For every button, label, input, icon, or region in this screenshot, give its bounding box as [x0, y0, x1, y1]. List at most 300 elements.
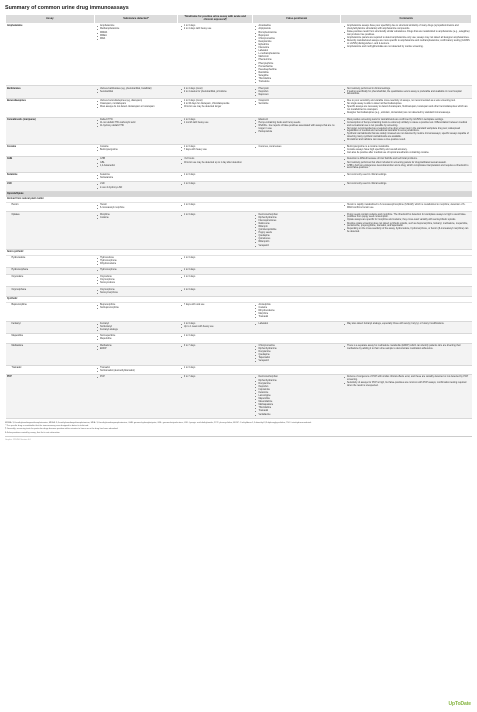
list-item: Dihydrocodeine: [99, 263, 177, 266]
list-item: Methamphetamine: [99, 28, 177, 31]
list-item: Detection is difficult because of brief half-life and technical problems.: [345, 158, 470, 161]
graphic-version: Graphic 123456 Version 4.0: [5, 438, 31, 441]
list-item: Rifampin: [257, 226, 340, 229]
column-header-timeframe: Timeframe for positive urine assay with acute and chronic exposure¶: [178, 15, 253, 24]
footer-divider: [5, 436, 472, 437]
bullet-list: [179, 257, 251, 260]
list-item: 11-nor-delta9-THC-carboxylic acid: [99, 122, 177, 125]
cell-substance: [94, 24, 178, 86]
bullet-list: [254, 88, 340, 97]
uptodate-logo: UpToDate: [448, 701, 471, 707]
list-item: Amphetamine assays have poor specificity due to structural similarity of many drugs (sympathomimetics and phenylethylamine stimulants) with amphetamine compounds.: [345, 25, 470, 31]
list-item: Noroxymorphone: [99, 292, 177, 295]
table-row: [6, 255, 472, 268]
list-item: 2-oxo-3-hydroxy-LSD: [99, 187, 177, 190]
list-item: GHB: [99, 158, 177, 161]
list-item: Hydromorphone: [99, 260, 177, 263]
cell-false-pos: [252, 172, 341, 182]
cell-substance: [94, 365, 178, 375]
list-item: Pantoprazole: [257, 131, 340, 134]
cell-false-pos: [252, 365, 341, 375]
list-item: Heroin: [99, 204, 177, 207]
list-item: Rifampicin: [257, 241, 340, 244]
cell-comments: [341, 144, 472, 157]
list-item: Buprenorphine: [99, 304, 177, 307]
list-item: Naltrexone: [257, 223, 340, 226]
list-item: Cocaine assays have high specificity and overall accuracy.: [345, 149, 470, 152]
list-item: Oxycodone: [99, 276, 177, 279]
list-item: 1 to 3 days: [182, 183, 251, 186]
list-item: Dextromethorphan: [257, 376, 340, 379]
list-item: Norketamine: [99, 177, 177, 180]
list-item: Recently manufactured assays are more specific to amphetamine and methamphetamine; confirmatory testing (GC/MS or LC/MS) distinguishes l- and d-isomers.: [346, 40, 470, 45]
bullet-list: [96, 174, 177, 180]
list-item: If testing specifically for phenobarbital, the quantitative serum assay is preferable and available in most hospital laboratories.: [345, 91, 470, 97]
list-item: NSAIDs - few reports of false-positives associated with assays that are no longer in use: [257, 125, 340, 131]
cell-comments: [341, 24, 472, 86]
cell-false-pos: [252, 86, 341, 99]
bullet-list: [342, 204, 470, 210]
list-item: Meperidine: [99, 338, 177, 341]
bullet-list: [96, 345, 177, 351]
bullet-list: [96, 146, 177, 152]
list-item: 1 to 3 days: [182, 269, 251, 272]
cell-timeframe: [178, 302, 253, 321]
table-row: [6, 24, 472, 86]
cell-substance: [94, 321, 178, 334]
bullet-list: [96, 289, 177, 295]
list-item: Most positive screening tests for cannabinoids are confirmed by GC/MS in workplace settings.: [345, 119, 470, 122]
bullet-list: [342, 323, 470, 326]
list-item: 11-hydroxy-delta9-THC: [99, 125, 177, 128]
assay-name: Cannabinoids (marijuana): [6, 117, 95, 144]
bullet-list: [179, 276, 251, 279]
cell-timeframe: [178, 86, 253, 99]
cell-false-pos: [252, 255, 341, 268]
table-row: [6, 144, 472, 157]
bullet-list: [179, 367, 251, 370]
cell-comments: [341, 334, 472, 344]
list-item: Thioridazine: [257, 407, 340, 410]
bullet-list: [342, 183, 470, 186]
list-item: Various benzodiazepines (eg, diazepam): [99, 100, 177, 103]
bullet-list: [96, 183, 177, 189]
bullet-list: [179, 146, 251, 152]
list-item: 7 days with heavy use: [182, 149, 251, 152]
list-item: Fluoxetine: [257, 47, 340, 50]
cell-comments: [341, 172, 472, 182]
list-item: LSD: [99, 183, 177, 186]
table-body: [6, 24, 472, 419]
list-item: Sertraline: [257, 103, 340, 106]
cell-substance: [94, 144, 178, 157]
assay-name: GHB: [6, 157, 95, 172]
bullet-list: [179, 289, 251, 292]
list-item: Can also be positive after medical use of topical anesthetics containing cocaine.: [345, 152, 470, 155]
bullet-list: [179, 335, 251, 338]
list-item: Venlafaxine: [257, 414, 340, 417]
cell-timeframe: [178, 274, 253, 287]
table-row: [6, 343, 472, 365]
column-header-comments: Comments: [341, 15, 472, 24]
list-item: Morphine: [99, 214, 177, 217]
cell-timeframe: [178, 375, 253, 419]
cell-false-pos: [252, 375, 341, 419]
list-item: Dextromethorphan: [257, 214, 340, 217]
bullet-list: [179, 183, 251, 186]
list-item: Norbuprenorphine: [99, 307, 177, 310]
cell-substance: [94, 182, 178, 192]
list-item: Amphetamine panels are required to detect amphetamine-only use; assays may not detect all designer amphetamines.: [346, 37, 470, 40]
list-item: Ranitidine: [257, 72, 340, 75]
list-item: Heroin is rapidly metabolized to 6-monoacetylmorphine (6-MAM), which is metabolized to morphine; detection of 6-MAM confirms heroin use.: [345, 204, 470, 210]
list-item: GBL: [99, 162, 177, 165]
bullet-list: [96, 304, 177, 310]
bullet-list: [342, 146, 470, 155]
assay-name: Buprenorphine: [6, 302, 95, 321]
cell-false-pos: [252, 334, 341, 344]
list-item: Metformin: [257, 56, 340, 59]
table-row: [6, 321, 472, 334]
list-item: Promethazine: [257, 66, 340, 69]
list-item: Bupropion: [257, 35, 340, 38]
bullet-list: [96, 276, 177, 285]
list-item: MDEA: [99, 35, 177, 38]
list-item: 1 to 3 days (most): [182, 100, 251, 103]
list-item: MDMA: [99, 32, 177, 35]
list-item: 2 to 4 days with heavy use: [182, 28, 251, 31]
table-row: [6, 212, 472, 249]
list-item: Tapentadol: [257, 357, 340, 360]
cell-timeframe: [178, 99, 253, 118]
list-item: 1 to 3 days: [182, 204, 251, 207]
bullet-list: [342, 345, 470, 351]
list-item: PCP: [99, 376, 177, 379]
list-item: Morphine: [257, 313, 340, 316]
list-item: Chronic use may be detected up to 1 day after detection: [182, 162, 251, 165]
page-title: Summary of common urine drug immunoassays: [5, 5, 129, 11]
list-item: Trazodone: [257, 81, 340, 84]
cell-comments: [341, 287, 472, 297]
list-item: 1 to 3 days: [182, 257, 251, 260]
list-item: Tramadol: [257, 316, 340, 319]
list-item: Phenylephrine: [257, 63, 340, 66]
list-item: <12 hours: [182, 158, 251, 161]
list-item: Fluoroquinolones: [257, 220, 340, 223]
bullet-list: [254, 119, 340, 134]
list-item: 2 to 4 weeks for phenobarbital, primidone: [182, 91, 251, 94]
cell-false-pos: [252, 182, 341, 192]
cell-false-pos: [252, 117, 341, 144]
cell-comments: [341, 212, 472, 249]
list-item: 1 to 3 days: [182, 146, 251, 149]
list-item: Oxaprozin: [257, 100, 340, 103]
bullet-list: [96, 119, 177, 128]
footnotes: [5, 422, 472, 434]
section-label: Opioids/Opiate: [6, 191, 472, 196]
assay-name: Hydrocodone: [6, 255, 95, 268]
assay-name: Hydromorphone: [6, 268, 95, 274]
cell-timeframe: [178, 365, 253, 375]
assay-name: PCP: [6, 375, 95, 419]
list-item: Pseudoephedrine: [257, 69, 340, 72]
bullet-list: [254, 214, 340, 248]
list-item: EDDP: [99, 348, 177, 351]
list-item: Brompheniramine: [257, 32, 340, 35]
cell-false-pos: [252, 287, 341, 297]
list-item: Opiate assays are specific for morphine and codeine; they cross-react variably with semisynthetic opioids.: [345, 219, 470, 222]
footnote: ¶ Generally, screening tests for particular drugs become positive within minutes to hours once the drug has been absorbed.: [5, 428, 119, 431]
list-item: 1 to 3 days: [182, 119, 251, 122]
cell-timeframe: [178, 172, 253, 182]
list-item: Fentanyl analogs: [99, 329, 177, 332]
list-item: Imipramine: [257, 389, 340, 392]
list-item: Dronabinol and nabilone can cause a true-positive result.: [345, 139, 470, 142]
cell-false-pos: [252, 144, 341, 157]
bullet-list: [342, 88, 470, 97]
list-item: Not commonly used in clinical settings.: [345, 174, 470, 177]
list-item: 1 to 3 days: [182, 276, 251, 279]
bullet-list: [96, 376, 177, 379]
list-item: 1 to 3 days: [182, 25, 251, 28]
list-item: Aripiprazole: [257, 28, 340, 31]
cell-timeframe: [178, 343, 253, 365]
cell-false-pos: [252, 321, 341, 334]
list-item: Noroxycodone: [99, 282, 177, 285]
table-row: [6, 86, 472, 99]
list-item: Labetalol: [257, 323, 340, 326]
footnote: * The specific drug or metabolite that the immunoassay was designed to detect is italicized.: [5, 425, 89, 428]
list-item: Depending on the cross-reactivity of the assay, hydrocodone, hydromorphone, or heroin (6-monoacetyl morphine) can be detected.: [346, 228, 469, 234]
footnote: Δ False-positives varied by assay; that list is not exhaustive.: [5, 431, 61, 434]
bullet-list: [179, 323, 251, 329]
cell-substance: [94, 343, 178, 365]
list-item: Ibuprofen: [257, 386, 340, 389]
cell-timeframe: [178, 144, 253, 157]
list-item: Ephedrine: [257, 44, 340, 47]
list-item: Fentanyl: [99, 323, 177, 326]
list-item: Methadone: [99, 345, 177, 348]
list-item: 1 to 3 days: [182, 174, 251, 177]
list-item: Secobarbital: [99, 91, 177, 94]
bullet-list: [342, 25, 470, 48]
cell-comments: [341, 182, 472, 192]
assay-name: Opiates: [6, 212, 95, 249]
list-item: Codeine: [99, 217, 177, 220]
assay-name: Fentanyl: [6, 321, 95, 334]
cell-false-pos: [252, 212, 341, 249]
cell-comments: [341, 321, 472, 334]
list-item: Not commonly used in clinical settings.: [345, 183, 470, 186]
bullet-list: [96, 367, 177, 373]
bullet-list: [179, 269, 251, 272]
list-item: Due to poor sensitivity and variable cross-reactivity of assays, not recommended as a sole screening tool.: [345, 100, 470, 103]
bullet-list: [342, 376, 470, 387]
bullet-list: [342, 119, 470, 142]
list-item: Poppy seeds: [257, 232, 340, 235]
list-item: False-positives result from structurally similar substances. Drugs that are metabolized to amphetamine (e.g., selegiline) can produce true positives.: [346, 31, 470, 36]
bullet-list: [254, 146, 340, 149]
list-item: May also detect fentanyl analogs, especially those with acetyl, butyryl, or furanyl modifications.: [345, 323, 470, 326]
cell-timeframe: [178, 334, 253, 344]
bullet-list: [254, 25, 340, 83]
cell-substance: [94, 172, 178, 182]
list-item: There is a separate assay for methadone metabolite (EDDP) which can identify patients who are diverting their methadone by adding it to their urine sample to demonstrate medication adherence.: [345, 345, 470, 351]
table-header-row: [6, 15, 472, 24]
list-item: Diphenhydramine: [257, 348, 340, 351]
cell-comments: [341, 255, 472, 268]
bullet-list: [179, 304, 251, 307]
bullet-list: [179, 100, 251, 109]
cell-false-pos: [252, 202, 341, 212]
table-row: [6, 375, 472, 419]
list-item: 1 to 3 days: [182, 214, 251, 217]
list-item: Up to 1 week with heavy use: [182, 326, 251, 329]
list-item: Quinolones: [257, 238, 340, 241]
cell-false-pos: [252, 157, 341, 172]
cell-substance: [94, 157, 178, 172]
assay-name: LSD: [6, 182, 95, 192]
list-item: Amantadine: [257, 25, 340, 28]
list-item: Hemp-containing foods and hemp seeds: [257, 122, 340, 125]
list-item: Norfentanyl: [99, 326, 177, 329]
bullet-list: [96, 214, 177, 220]
list-item: Delta-9 THC: [99, 119, 177, 122]
cell-comments: [341, 157, 472, 172]
list-item: Hydrocodone: [99, 257, 177, 260]
bullet-list: [96, 158, 177, 167]
cell-substance: [94, 274, 178, 287]
list-item: 6-monoacetyl morphine: [99, 207, 177, 210]
bullet-list: [254, 376, 340, 416]
list-item: Diphenhydramine: [257, 217, 340, 220]
bullet-list: [342, 174, 470, 177]
cell-false-pos: [252, 343, 341, 365]
list-item: Chronic use may be detected longer: [182, 106, 251, 109]
cell-substance: [94, 302, 178, 321]
table-row: [6, 287, 472, 297]
list-item: Various barbiturates (eg, phenobarbital, butalbital): [99, 88, 177, 91]
assay-name: Oxycodone: [6, 274, 95, 287]
list-item: Quinine/quinidine: [257, 229, 340, 232]
bullet-list: [96, 204, 177, 210]
cell-comments: [341, 99, 472, 118]
list-item: Consumption of hemp-containing foods is extremely unlikely to cause a positive test. Differentiation between medical and recreational use is not possible by screening.: [345, 122, 470, 128]
list-item: No single assay is able to detect all benzodiazepines.: [345, 103, 470, 106]
cell-comments: [341, 365, 472, 375]
list-item: 1 month with heavy use: [182, 122, 251, 125]
list-item: Doxylamine: [257, 351, 340, 354]
assay-name: Cocaine: [6, 144, 95, 157]
cell-timeframe: [178, 321, 253, 334]
list-item: Cocaine: [99, 146, 177, 149]
bullet-list: [179, 25, 251, 31]
table-row: [6, 302, 472, 321]
cell-substance: [94, 287, 178, 297]
list-item: Naproxen: [257, 94, 340, 97]
list-item: Doxylamine: [257, 383, 340, 386]
list-item: MDA: [99, 38, 177, 41]
bullet-list: [96, 335, 177, 341]
list-item: Benzoylecgonine is a cocaine metabolite.: [345, 146, 470, 149]
subsection-label: Semi-synthetic: [6, 249, 472, 255]
list-item: Labetalol: [257, 50, 340, 53]
bullet-list: [96, 25, 177, 40]
bullet-list: [179, 376, 251, 379]
cell-timeframe: [178, 255, 253, 268]
list-item: Hydromorphone: [99, 269, 177, 272]
list-item: Efavirenz: [257, 119, 340, 122]
bullet-list: [179, 204, 251, 207]
assay-name: Benzodiazepines: [6, 99, 95, 118]
list-item: Codeine: [257, 307, 340, 310]
list-item: Dozens of congeners of PCP with similar clinical effects exist, and these are variably detected or not detected by PCP screening.: [346, 376, 469, 382]
list-item: Coca tea, coca leaves: [257, 146, 340, 149]
list-item: Quetiapine: [257, 354, 340, 357]
table-row: [6, 334, 472, 344]
cell-substance: [94, 255, 178, 268]
footnote: MDMA: 3,4-methylenedioxymethamphetamine; MDEA: 3,4-methylenedioxyethamphetamine; MDA: 3,4-methylenedioxyamphetamine; GHB: gamma-hydroxybutyrate; GBL: gamma-butyrolactone; LSD: lysergic acid diethylamide; PCP: phencyclidine; EDDP: 2-ethylidene-1,5-dimethyl-3,3-diphenylpyrrolidine; THC: tetrahydrocannabinol.: [5, 421, 312, 424]
cell-false-pos: [252, 302, 341, 321]
cell-comments: [341, 117, 472, 144]
bullet-list: [96, 323, 177, 332]
list-item: Synthetic cannabinoids that are widely misused are not detected by routine immunoassays; specific assays capable of detecting many synthetic cannabinoids are available.: [346, 133, 469, 139]
bullet-list: [342, 158, 470, 170]
list-item: Normeperidine: [99, 335, 177, 338]
cell-comments: [341, 375, 472, 419]
cell-substance: [94, 99, 178, 118]
list-item: Mesoridazine: [257, 401, 340, 404]
cell-comments: [341, 343, 472, 365]
bullet-list: [254, 100, 340, 106]
list-item: Quetiapine: [257, 235, 340, 238]
list-item: No longer recommended as a required urine drug screen test in the standard workplace drug test; widespread legalization of medical and recreational cannabis in some jurisdictions.: [345, 128, 470, 134]
cell-substance: [94, 334, 178, 344]
table-row: [6, 365, 472, 375]
list-item: Most assays do not detect clonazepam or lorazepam: [99, 106, 177, 109]
cell-comments: [341, 202, 472, 212]
list-item: Phenytoin: [257, 88, 340, 91]
list-item: Chlorpromazine: [257, 38, 340, 41]
list-item: Phentermine: [257, 59, 340, 62]
list-item: Verapamil: [257, 245, 340, 248]
list-item: Tramadol: [257, 410, 340, 413]
cell-substance: [94, 117, 178, 144]
list-item: Chlorpromazine: [257, 345, 340, 348]
bullet-list: [96, 88, 177, 94]
cell-timeframe: [178, 24, 253, 86]
list-item: Oxazepam, nordiazepam: [99, 103, 177, 106]
assay-name: Barbiturates: [6, 86, 95, 99]
bullet-list: [179, 88, 251, 94]
list-item: 2 to 30 days for diazepam, chlordiazepoxide: [182, 103, 251, 106]
table-row: [6, 202, 472, 212]
list-item: Ibuprofen: [257, 91, 340, 94]
cell-substance: [94, 212, 178, 249]
table-row: [6, 117, 472, 144]
list-item: Oxymorphone: [99, 279, 177, 282]
assay-name: Meperidine: [6, 334, 95, 344]
list-item: Amphetamine: [99, 25, 177, 28]
list-item: 1 to 3 days: [182, 335, 251, 338]
column-header-assay: Assay: [6, 15, 95, 24]
list-item: Nortramadol (desmethyltramadol): [99, 370, 177, 373]
list-item: Routine opiate screening does not detect synthetic opioids, such as buprenorphine, fentanyl, methadone, meperidine, pentazocine, propoxyphene, tramadol, and tapentadol.: [346, 222, 468, 228]
cell-substance: [94, 86, 178, 99]
list-item: Ketamine: [99, 174, 177, 177]
cell-substance: [94, 202, 178, 212]
list-item: Sensitivity of assays for PCP is high, but false-positives are common with PCP assays; confirmation testing required when the result is unexpected.: [345, 382, 470, 388]
